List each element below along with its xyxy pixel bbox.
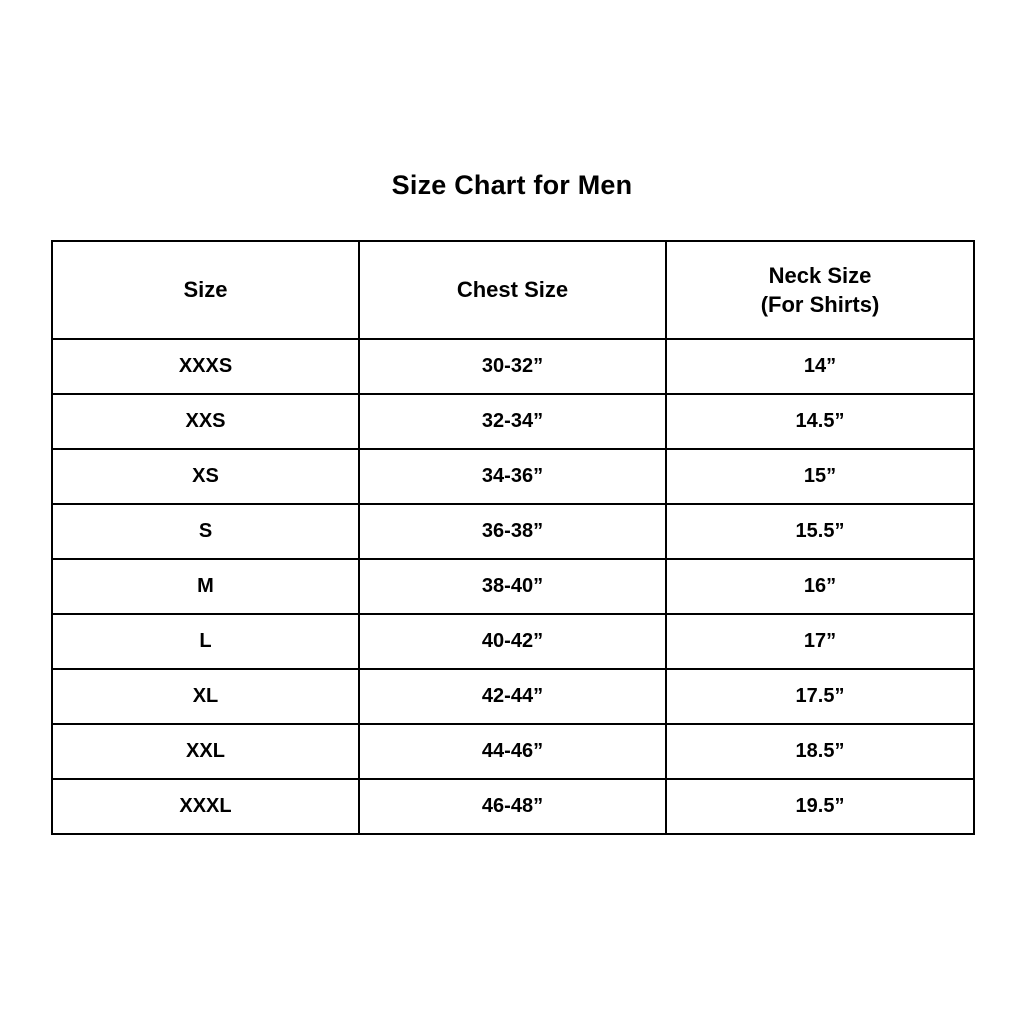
column-header-neck-label: Neck Size [768, 262, 872, 288]
table-row [52, 559, 974, 614]
cell-chest: 30-32” [359, 339, 666, 394]
cell-size: XXXS [52, 339, 359, 394]
cell-chest: 38-40” [359, 559, 666, 614]
cell-chest: 32-34” [359, 394, 666, 449]
table-row [52, 614, 974, 669]
cell-chest: 40-42” [359, 614, 666, 669]
cell-neck: 15” [666, 449, 974, 504]
size-chart-table [51, 240, 975, 835]
column-header-chest-label: Chest Size [456, 277, 569, 303]
table-row [52, 449, 974, 504]
cell-size: M [52, 559, 359, 614]
cell-neck: 17” [666, 614, 974, 669]
column-header-neck-sublabel: (For Shirts) [760, 292, 880, 317]
table-row [52, 779, 974, 834]
table-row [52, 504, 974, 559]
page-title: Size Chart for Men [391, 170, 633, 200]
cell-neck: 18.5” [666, 724, 974, 779]
cell-chest: 36-38” [359, 504, 666, 559]
cell-size: XS [52, 449, 359, 504]
cell-size: XXS [52, 394, 359, 449]
cell-chest: 42-44” [359, 669, 666, 724]
cell-size: XXL [52, 724, 359, 779]
table-body [52, 339, 974, 834]
column-header-size-label: Size [183, 277, 228, 303]
cell-neck: 15.5” [666, 504, 974, 559]
column-header-size [52, 241, 359, 339]
table-row [52, 724, 974, 779]
cell-chest: 46-48” [359, 779, 666, 834]
table-row [52, 669, 974, 724]
cell-neck: 14” [666, 339, 974, 394]
cell-chest: 44-46” [359, 724, 666, 779]
cell-chest: 34-36” [359, 449, 666, 504]
cell-size: S [52, 504, 359, 559]
cell-size: XL [52, 669, 359, 724]
cell-neck: 17.5” [666, 669, 974, 724]
table-header [52, 241, 974, 339]
table-header-row [52, 241, 974, 339]
cell-neck: 16” [666, 559, 974, 614]
cell-size: XXXL [52, 779, 359, 834]
column-header-chest [359, 241, 666, 339]
column-header-neck [666, 241, 974, 339]
cell-neck: 14.5” [666, 394, 974, 449]
table-row [52, 339, 974, 394]
table-row [52, 394, 974, 449]
cell-neck: 19.5” [666, 779, 974, 834]
cell-size: L [52, 614, 359, 669]
